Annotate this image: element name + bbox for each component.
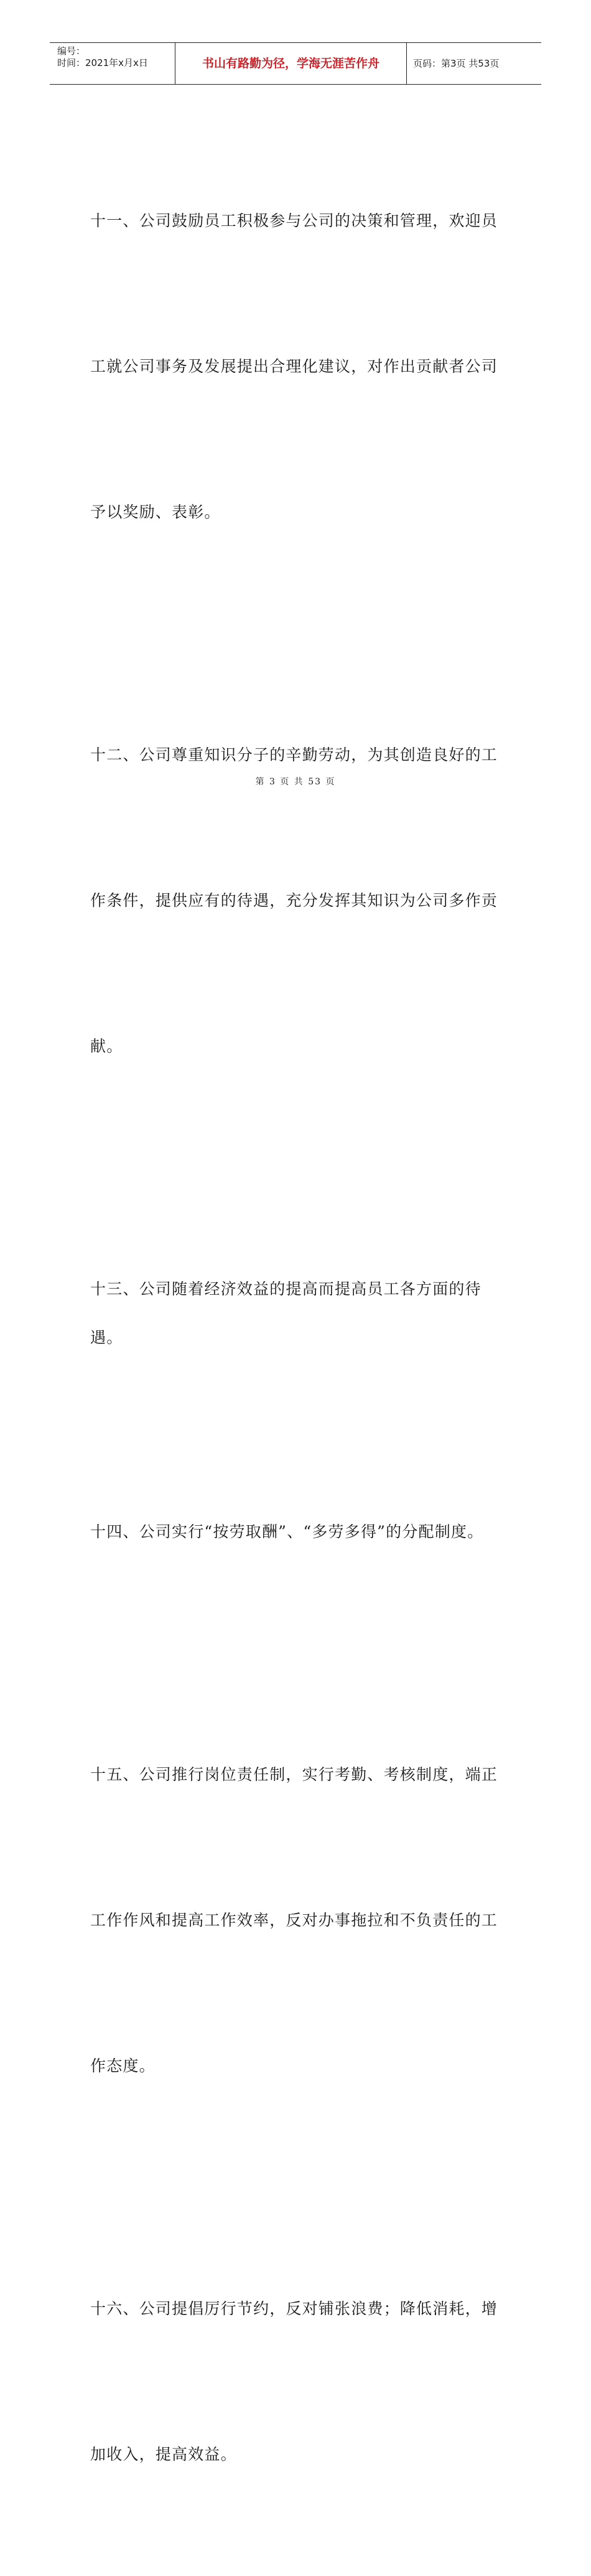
- document-time-label: 时间：2021年x月x日: [57, 57, 148, 68]
- paragraph-13: [90, 1168, 501, 1411]
- paragraph-14: [90, 1411, 501, 1653]
- paragraph-11: [90, 100, 501, 634]
- document-number-label: 编号：: [57, 45, 86, 57]
- paragraph-line: 十二、公司尊重知识分子的辛勤劳动，为其创造良好的工: [90, 746, 498, 764]
- paragraph-16: [90, 2188, 501, 2576]
- page-header: [50, 42, 541, 85]
- paragraph-line: 予以奖励、表彰。: [90, 503, 221, 521]
- paragraph-line: 作态度。: [90, 2057, 156, 2075]
- header-slogan: 书山有路勤为径，学海无涯苦作舟: [175, 43, 407, 84]
- paragraph-12: [90, 634, 501, 1168]
- paragraph-line: 十六、公司提倡厉行节约，反对铺张浪费；降低消耗，增: [90, 2300, 498, 2318]
- paragraph-line: 工就公司事务及发展提出合理化建议，对作出贡献者公司: [90, 357, 498, 375]
- paragraph-line: 十四、公司实行“按劳取酬”、“多劳多得”的分配制度。: [90, 1523, 484, 1541]
- paragraph-15: [90, 1653, 501, 2188]
- paragraph-line: 献。: [90, 1037, 123, 1055]
- document-body: [90, 100, 501, 2576]
- page-footer: 第 3 页 共 53 页: [255, 777, 336, 787]
- paragraph-line: 作条件，提供应有的待遇，充分发挥其知识为公司多作贡: [90, 891, 498, 910]
- header-page-code: 页码：第3页 共53页: [413, 58, 500, 69]
- paragraph-line: 十五、公司推行岗位责任制，实行考勤、考核制度，端正: [90, 1765, 498, 1784]
- paragraph-line: 加收入，提高效益。: [90, 2445, 237, 2463]
- paragraph-line: 十三、公司随着经济效益的提高而提高员工各方面的待遇。: [90, 1280, 482, 1347]
- header-meta-cell: [50, 43, 175, 84]
- paragraph-line: 工作作风和提高工作效率，反对办事拖拉和不负责任的工: [90, 1911, 498, 1929]
- paragraph-line: 十一、公司鼓励员工积极参与公司的决策和管理，欢迎员: [90, 212, 498, 230]
